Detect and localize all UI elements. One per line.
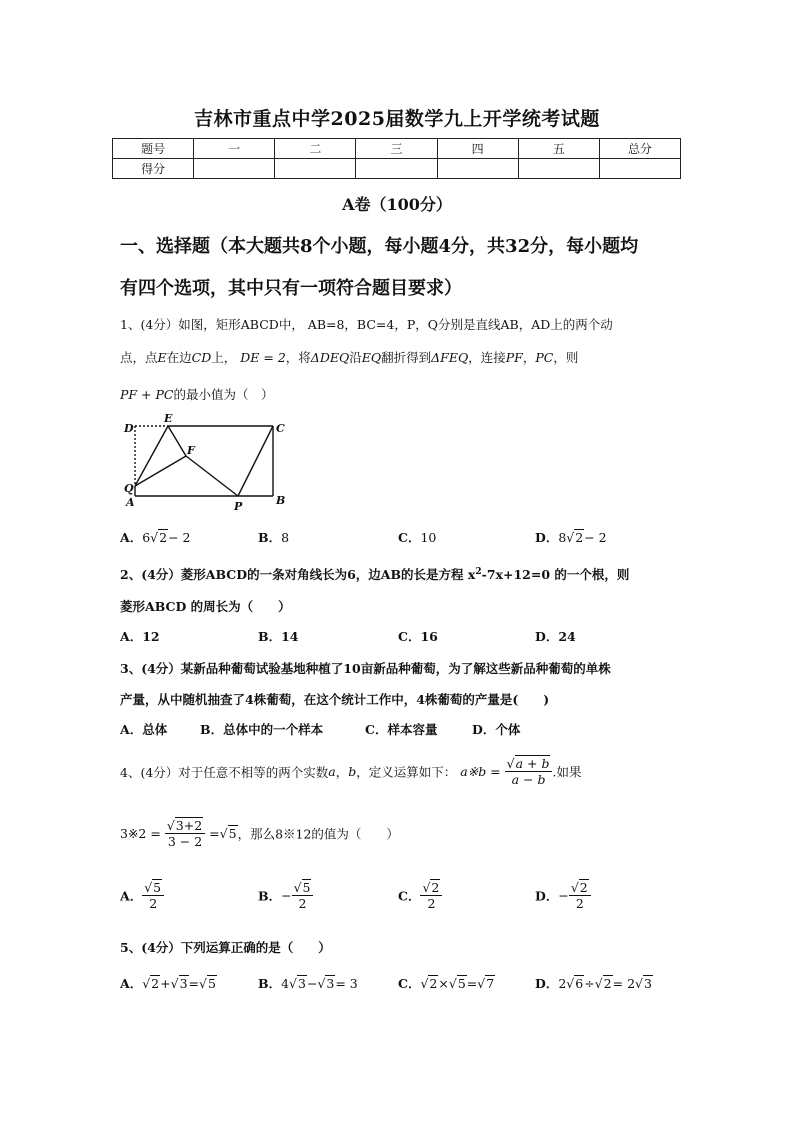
q1-text: 沿: [349, 350, 362, 365]
option-fraction: $\frac{√2}{2}$: [569, 880, 591, 911]
score-cell[interactable]: [599, 159, 680, 179]
option-label: A．: [120, 888, 143, 904]
fig-label-E: E: [164, 412, 173, 425]
option-label: A．: [120, 629, 143, 644]
score-header-cell: 四: [437, 139, 518, 159]
q4-math: a※b =: [460, 764, 501, 779]
score-cell[interactable]: [518, 159, 599, 179]
q1-math: ΔDEQ: [310, 350, 350, 365]
q1-text: 的最小值为（ ）: [173, 387, 274, 402]
option-math: +: [160, 976, 171, 991]
option-label: C．: [398, 530, 421, 545]
page-title: 吉林市重点中学2025届数学九上开学统考试题: [194, 108, 600, 130]
q2-line1: [120, 565, 629, 583]
q1-text: ，则: [553, 350, 579, 365]
q1-text: 翻折得到: [381, 350, 432, 365]
option-math: 2: [575, 896, 584, 911]
q4-def-fraction: $\frac{√a + b}{a - b}$: [505, 756, 553, 787]
q2-option-a[interactable]: [120, 627, 160, 645]
q1-math: DE = 2: [240, 350, 286, 365]
option-label: B．: [258, 888, 282, 904]
q5-option-b[interactable]: B．4√3−√3= 3: [258, 976, 358, 991]
q1-math: E: [157, 350, 167, 365]
q1-option-d[interactable]: D．8√2− 2: [535, 530, 607, 545]
fig-label-A: A: [126, 496, 135, 509]
q4-text: .如果: [552, 764, 582, 780]
option-math: 2: [579, 880, 588, 895]
q2-option-d[interactable]: [535, 627, 576, 645]
score-table-header-row: [113, 139, 681, 159]
q2-text: -7x+12=0 的一个根，则: [481, 567, 630, 582]
q2-sup: 2: [475, 566, 482, 577]
option-math: 3: [179, 976, 188, 991]
q1-math: ΔFEQ: [431, 350, 469, 365]
option-math: =: [188, 976, 200, 991]
option-label: C．: [398, 976, 421, 991]
option-math: = 3: [335, 976, 358, 991]
score-cell[interactable]: [437, 159, 518, 179]
q3-option-c[interactable]: C．样本容量: [365, 722, 438, 737]
option-math: 2: [151, 976, 160, 991]
fig-segment-PC: [238, 426, 273, 496]
option-math: 2: [298, 896, 307, 911]
option-label: D．: [535, 629, 559, 644]
score-cell[interactable]: [356, 159, 437, 179]
option-text: 12: [142, 629, 160, 644]
option-label: A．: [120, 530, 143, 545]
option-math: 2: [427, 896, 436, 911]
option-math: 5: [207, 976, 216, 991]
option-math: 2: [429, 976, 438, 991]
option-text: 16: [420, 629, 438, 644]
option-math: 8: [558, 530, 567, 545]
q1-math: PF: [505, 350, 523, 365]
q2-option-c[interactable]: [398, 627, 438, 645]
fig-label-Q: Q: [124, 482, 134, 495]
score-cell[interactable]: [194, 159, 275, 179]
q2-text: 2、(4分）菱形ABCD的一条对角线长为6，边AB的长是方程 x: [120, 567, 476, 582]
option-fraction: $\frac{√2}{2}$: [420, 880, 442, 911]
q4-math: a − b: [511, 772, 546, 787]
q1-text: ，将: [285, 350, 311, 365]
option-math: 3: [644, 976, 652, 991]
q5-option-c[interactable]: C．√2×√5=√7: [398, 976, 495, 991]
q4-option-a[interactable]: [120, 880, 164, 911]
option-label: B．: [258, 530, 282, 545]
q3-line2: 产量，从中随机抽查了4株葡萄，在这个统计工作中，4株葡萄的产量是( ): [120, 692, 550, 707]
option-text: 10: [420, 530, 437, 545]
option-math: 3: [298, 976, 306, 991]
q1-text: ，连接: [468, 350, 506, 365]
q1-text: 上，: [211, 350, 237, 365]
option-math: = 2: [612, 976, 636, 991]
option-text: 8: [281, 530, 290, 545]
q4-math: a: [328, 764, 336, 779]
fig-segment-FP: [186, 456, 238, 496]
q1-text: 点，点: [120, 350, 158, 365]
q4-text: 4、(4分）对于任意不相等的两个实数: [120, 764, 329, 780]
score-header-cell: 二: [275, 139, 356, 159]
q4-math: 3 − 2: [167, 834, 203, 849]
option-math: 3: [326, 976, 335, 991]
option-math: 4: [281, 976, 290, 991]
score-header-cell: 三: [356, 139, 437, 159]
option-math: −: [306, 976, 318, 991]
option-math: 7: [486, 976, 495, 991]
option-math: 2: [149, 896, 158, 911]
q1-line3: [120, 385, 274, 403]
q4-math: 5: [228, 826, 237, 841]
option-label: A．: [120, 976, 143, 991]
q3-line1: 3、(4分）某新品种葡萄试验基地种植了10亩新品种葡萄，为了解这些新品种葡萄的单株: [120, 661, 611, 676]
q3-option-b[interactable]: B．总体中的一个样本: [200, 722, 324, 737]
option-math: 2: [558, 976, 567, 991]
q3-option-d[interactable]: D．个体: [472, 722, 521, 737]
option-math: 5: [153, 880, 162, 895]
q1-figure: [118, 410, 318, 516]
option-math: 6: [142, 530, 151, 545]
option-math: 2: [159, 530, 168, 545]
q4-math: =: [209, 826, 220, 841]
option-fraction: $\frac{√5}{2}$: [142, 880, 164, 911]
fig-label-F: F: [187, 444, 195, 457]
option-label: B．: [258, 629, 282, 644]
fig-label-D: D: [124, 422, 134, 435]
q1-line2: 点，点E在边CD上， DE = 2，将ΔDEQ沿EQ翻折得到ΔFEQ，连接PF，PC，则: [120, 350, 579, 365]
q4-math: 3※2 =: [120, 826, 161, 841]
q2-option-b[interactable]: [258, 627, 298, 645]
q5-line1: 5、(4分）下列运算正确的是（ ）: [120, 940, 331, 955]
q4-math: b: [348, 764, 357, 779]
paper-a-heading: A卷（100分）: [342, 195, 452, 214]
option-math: −: [558, 888, 569, 903]
option-label: D．: [535, 888, 559, 904]
q1-math: PC: [535, 350, 554, 365]
section-heading-line2: 有四个选项，其中只有一项符合题目要求）: [120, 278, 462, 299]
option-math: 5: [302, 880, 311, 895]
option-math: =: [466, 976, 478, 991]
option-math: −: [281, 888, 292, 903]
option-label: C．: [398, 629, 421, 644]
q5-option-a[interactable]: A．√2+√3=√5: [120, 976, 216, 991]
score-row-label: 得分: [113, 159, 194, 179]
option-text: 14: [281, 629, 299, 644]
option-label: D．: [535, 530, 559, 545]
option-text: 24: [558, 629, 576, 644]
score-header-cell: 总分: [599, 139, 680, 159]
q4-line2: 3※2 = $\frac{√3+2}{3 - 2}$ =√5，那么8※12的值为（ ）: [120, 818, 399, 849]
section-heading-line1: 一、选择题（本大题共8个小题，每小题4分，共32分，每小题均: [120, 236, 639, 257]
q4-option-d[interactable]: [535, 880, 591, 911]
score-header-cell: 五: [518, 139, 599, 159]
fig-label-B: B: [276, 494, 286, 507]
q1-option-b[interactable]: [258, 528, 289, 546]
q1-math: PF + PC: [120, 387, 174, 402]
option-math: ÷: [584, 976, 595, 991]
q1-option-c[interactable]: [398, 528, 436, 546]
option-label: D．: [535, 976, 559, 991]
option-fraction: $\frac{√5}{2}$: [292, 880, 314, 911]
q1-text: 在边: [166, 350, 192, 365]
score-table: [112, 138, 681, 179]
q4-text: ，: [335, 764, 349, 780]
q4-option-c[interactable]: [398, 880, 442, 911]
option-math: 6: [575, 976, 584, 991]
q4-math: a + b: [515, 756, 550, 771]
q4-text: ，那么8※12的值为（ ）: [237, 826, 399, 842]
score-header-cell: 题号: [113, 139, 194, 159]
q1-math: CD: [191, 350, 212, 365]
q2-line2: 菱形ABCD 的周长为（ ）: [120, 599, 291, 614]
option-math: 2: [431, 880, 440, 895]
q4-math: 3+2: [175, 818, 203, 833]
fig-label-P: P: [234, 500, 243, 513]
option-label: B．: [258, 976, 282, 991]
q4-example-fraction: $\frac{√3+2}{3 - 2}$: [165, 818, 205, 849]
q1-math: EQ: [361, 350, 382, 365]
option-math: 2: [575, 530, 584, 545]
score-cell[interactable]: [275, 159, 356, 179]
q5-option-d[interactable]: D．2√6÷√2= 2√3: [535, 976, 652, 991]
option-math: − 2: [168, 530, 191, 545]
q1-line1: 1、(4分）如图，矩形ABCD中， AB=8，BC=4，P，Q分别是直线AB，AD上的两个动: [120, 317, 613, 332]
score-table-score-row: [113, 159, 681, 179]
q1-option-a[interactable]: A．6√2− 2: [120, 530, 191, 545]
option-math: − 2: [584, 530, 607, 545]
q4-line1: [120, 756, 581, 787]
fig-segment-EF: [168, 426, 186, 456]
fig-label-C: C: [276, 422, 285, 435]
option-math: ×: [438, 976, 449, 991]
option-math: 2: [603, 976, 612, 991]
score-header-cell: 一: [194, 139, 275, 159]
option-label: C．: [398, 888, 421, 904]
q3-option-a[interactable]: A．总体: [120, 722, 168, 737]
q4-text: ，定义运算如下：: [356, 764, 457, 780]
option-math: 5: [457, 976, 466, 991]
q4-option-b[interactable]: [258, 880, 313, 911]
